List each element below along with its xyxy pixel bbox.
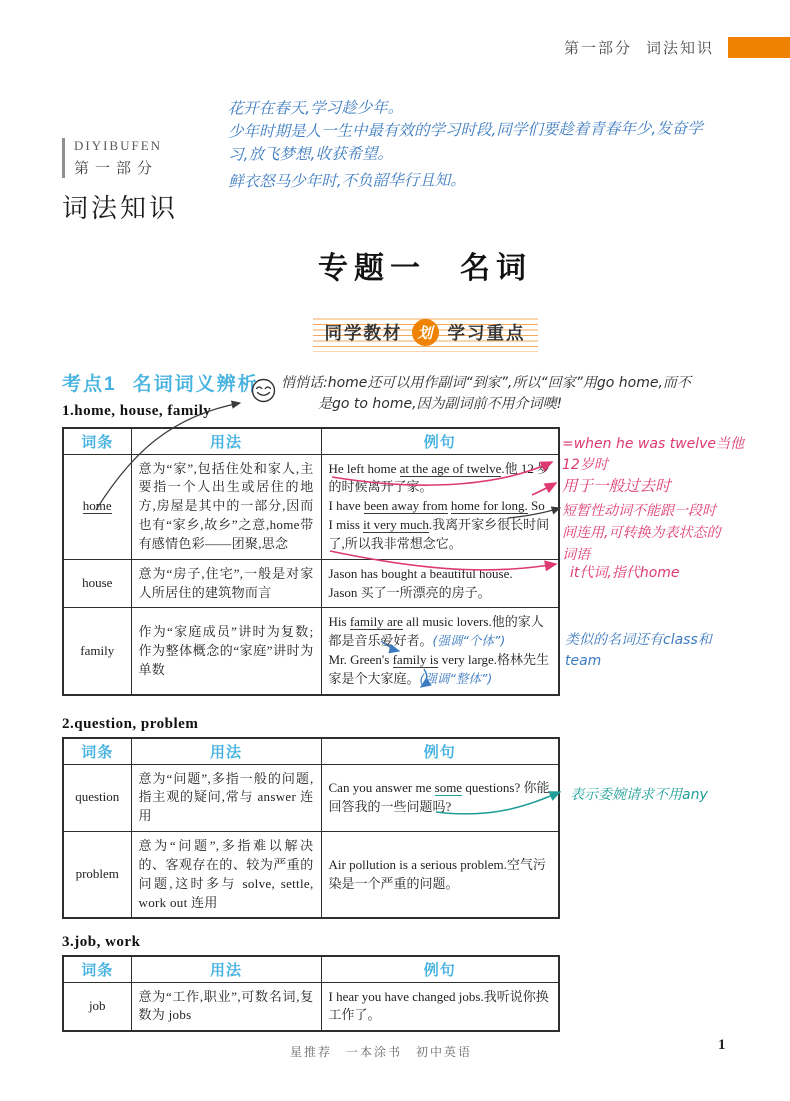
section-heading xyxy=(62,369,259,396)
table-row xyxy=(63,982,559,1031)
usage-cell: 作为“家庭成员”讲时为复数;作为整体概念的“家庭”讲时为单数 xyxy=(131,608,321,695)
margin-note-some: 表示委婉请求不用any xyxy=(570,787,708,803)
col-header-usage: 用法 xyxy=(131,428,321,454)
term-home: home xyxy=(82,498,112,514)
text-segment: very large.格林先生家是个大家庭。 xyxy=(328,652,550,686)
col-header-usage: 用法 xyxy=(131,738,321,764)
part-block xyxy=(62,138,178,225)
table-row xyxy=(63,764,559,832)
table-row xyxy=(63,608,559,695)
usage-cell: 意为“问题”,多指难以解决的、客观存在的、较为严重的问题,这时多与 solve, settle, work out 连用 xyxy=(131,832,321,919)
study-badge xyxy=(313,314,538,352)
badge-wrap xyxy=(60,314,790,352)
footer-brand: 星推荐 一本涂书 初中英语 xyxy=(290,1045,473,1059)
term-cell: family xyxy=(63,608,131,695)
example-sentence: I hear you have changed jobs.我听说你换工作了。 xyxy=(328,988,549,1023)
underlined-segment: been away from xyxy=(363,498,448,514)
section-label: 考点1 xyxy=(62,374,117,395)
whisper-line: 是go to home,因为副词前不用介词噢! xyxy=(318,396,563,412)
margin-note-verb xyxy=(562,500,720,566)
handwritten-intro xyxy=(228,94,704,193)
vocab-table-home xyxy=(62,427,560,696)
table-row xyxy=(63,559,559,608)
usage-cell: 意为“问题”,多指一般的问题,指主观的疑问,常与 answer 连用 xyxy=(131,764,321,832)
table-row xyxy=(63,832,559,919)
example-cell xyxy=(321,454,559,559)
table-header-row xyxy=(63,428,559,454)
note-line: 间连用,可转换为表状态的 xyxy=(562,525,721,541)
col-header-example: 例句 xyxy=(321,738,559,764)
example-sentence: Jason 买了一所漂亮的房子。 xyxy=(328,584,491,600)
col-header-example: 例句 xyxy=(321,428,559,454)
usage-cell: 意为“家”,包括住处和家人,主要指一个人出生或居住的地方,房屋是其中的一部分,因而也有“家乡,故乡”之意,home带有感情色彩——团聚,思念 xyxy=(131,454,321,559)
note-line: =when he was twelve当他 xyxy=(562,436,745,452)
badge-right-label: 学习重点 xyxy=(447,323,526,343)
vocab-table-question xyxy=(62,737,560,919)
chapter-title-left: 专题一 xyxy=(318,252,426,285)
orange-block-icon xyxy=(728,37,790,58)
text-segment: .他 12 岁的时候离开了家。 xyxy=(328,460,551,495)
part-bar xyxy=(62,138,178,178)
table-header-row xyxy=(63,956,559,982)
example-cell xyxy=(321,982,559,1031)
teal-underlined-segment: some xyxy=(434,779,463,795)
usage-cell: 意为“房子,住宅”,一般是对家人所居住的建筑物而言 xyxy=(131,559,321,608)
note-line: 类似的名词还有class和 xyxy=(565,632,712,648)
page-header xyxy=(564,37,790,58)
example-sentence xyxy=(329,497,552,554)
text-segment: .我离开家乡很长时间了,所以我非常想念它。 xyxy=(328,517,550,551)
text-segment: Can you answer me xyxy=(328,779,435,795)
table2-caption: 2.question, problem xyxy=(62,716,199,732)
note-line: 词语 xyxy=(562,547,590,563)
table-row xyxy=(63,454,559,559)
usage-cell: 意为“工作,职业”,可数名词,复数为 jobs xyxy=(131,982,321,1031)
col-header-term: 词条 xyxy=(63,956,131,982)
table-header-row xyxy=(63,738,559,764)
chapter-title xyxy=(60,243,790,287)
text-segment: questions? 你能回答我的一些问题吗? xyxy=(328,779,550,814)
term-cell: house xyxy=(63,559,131,608)
whisper-note xyxy=(281,373,691,415)
margin-note-past-tense: 用于一般过去时 xyxy=(562,477,671,495)
text-segment: His xyxy=(328,614,350,630)
term-cell: job xyxy=(63,982,131,1031)
underlined-segment: it very much xyxy=(363,517,429,533)
note-line: 12岁时 xyxy=(562,457,608,473)
term-cell xyxy=(63,454,131,559)
col-header-term: 词条 xyxy=(63,428,131,454)
section-title: 名词词义辨析 xyxy=(132,374,259,395)
vocab-table-job xyxy=(62,955,560,1032)
margin-note-it-pronoun: it代词,指代home xyxy=(570,565,680,581)
text-segment: He left home xyxy=(328,460,400,476)
col-header-example: 例句 xyxy=(321,956,559,982)
example-sentence: Jason has bought a beautiful house. xyxy=(328,565,513,581)
text-segment: So I miss xyxy=(328,498,545,533)
col-header-term: 词条 xyxy=(63,738,131,764)
note-line: 短暂性动词不能跟一段时 xyxy=(562,503,716,519)
intro-line: 花开在春天,学习趁少年。 xyxy=(227,98,404,118)
intro-line: 习,放飞梦想,收获希望。 xyxy=(228,144,393,164)
intro-line: 少年时期是人一生中最有效的学习时段,同学们要趁着青春年少,发奋学 xyxy=(227,119,703,141)
part-number: 第一部分 xyxy=(74,161,159,177)
example-cell xyxy=(321,832,559,919)
part-pinyin: DIYIBUFEN xyxy=(74,138,163,153)
handwritten-inline-note: (强调“整体”) xyxy=(419,670,493,686)
example-cell xyxy=(321,559,559,608)
page-number: 1 xyxy=(718,1037,726,1053)
underlined-segment: home for long. xyxy=(450,498,528,514)
margin-note-similar-nouns xyxy=(565,630,712,672)
header-part-label: 第一部分 xyxy=(563,40,632,57)
example-sentence xyxy=(329,779,552,817)
text-segment: I have xyxy=(328,498,364,514)
intro-line: 鲜衣怒马少年时,不负韶华行且知。 xyxy=(228,170,466,191)
table3-caption: 3.job, work xyxy=(62,934,141,950)
margin-note-twelve xyxy=(562,434,744,476)
term-cell: question xyxy=(63,764,131,832)
chapter-title-right: 名词 xyxy=(460,252,532,285)
text-segment: Mr. Green's xyxy=(328,652,393,668)
badge-left-label: 同学教材 xyxy=(324,323,403,343)
underlined-segment: family is xyxy=(392,652,439,668)
example-cell xyxy=(321,764,559,832)
badge-circle-icon: 划 xyxy=(412,319,439,346)
example-sentence xyxy=(329,651,552,689)
whisper-line: 悄悄话:home还可以用作副词“到家”,所以“回家”用go home,而不 xyxy=(281,375,691,391)
text-segment: all music lovers.他的家人都是音乐爱好者。 xyxy=(328,614,544,649)
underlined-segment: at the age of twelve xyxy=(399,460,502,476)
note-line: team xyxy=(565,653,602,669)
example-sentence xyxy=(329,460,552,498)
underlined-segment: family are xyxy=(349,614,403,630)
example-sentence xyxy=(329,613,552,651)
smiley-face-icon xyxy=(250,377,277,409)
col-header-usage: 用法 xyxy=(131,956,321,982)
part-title: 词法知识 xyxy=(62,193,179,223)
header-title-label: 词法知识 xyxy=(645,40,714,57)
example-cell xyxy=(321,608,559,695)
term-cell: problem xyxy=(63,832,131,919)
example-sentence: Air pollution is a serious problem.空气污染是一个严重的问题。 xyxy=(328,856,546,891)
table1-caption: 1.home, house, family xyxy=(62,403,212,419)
handwritten-inline-note: (强调“个体”) xyxy=(432,633,506,649)
